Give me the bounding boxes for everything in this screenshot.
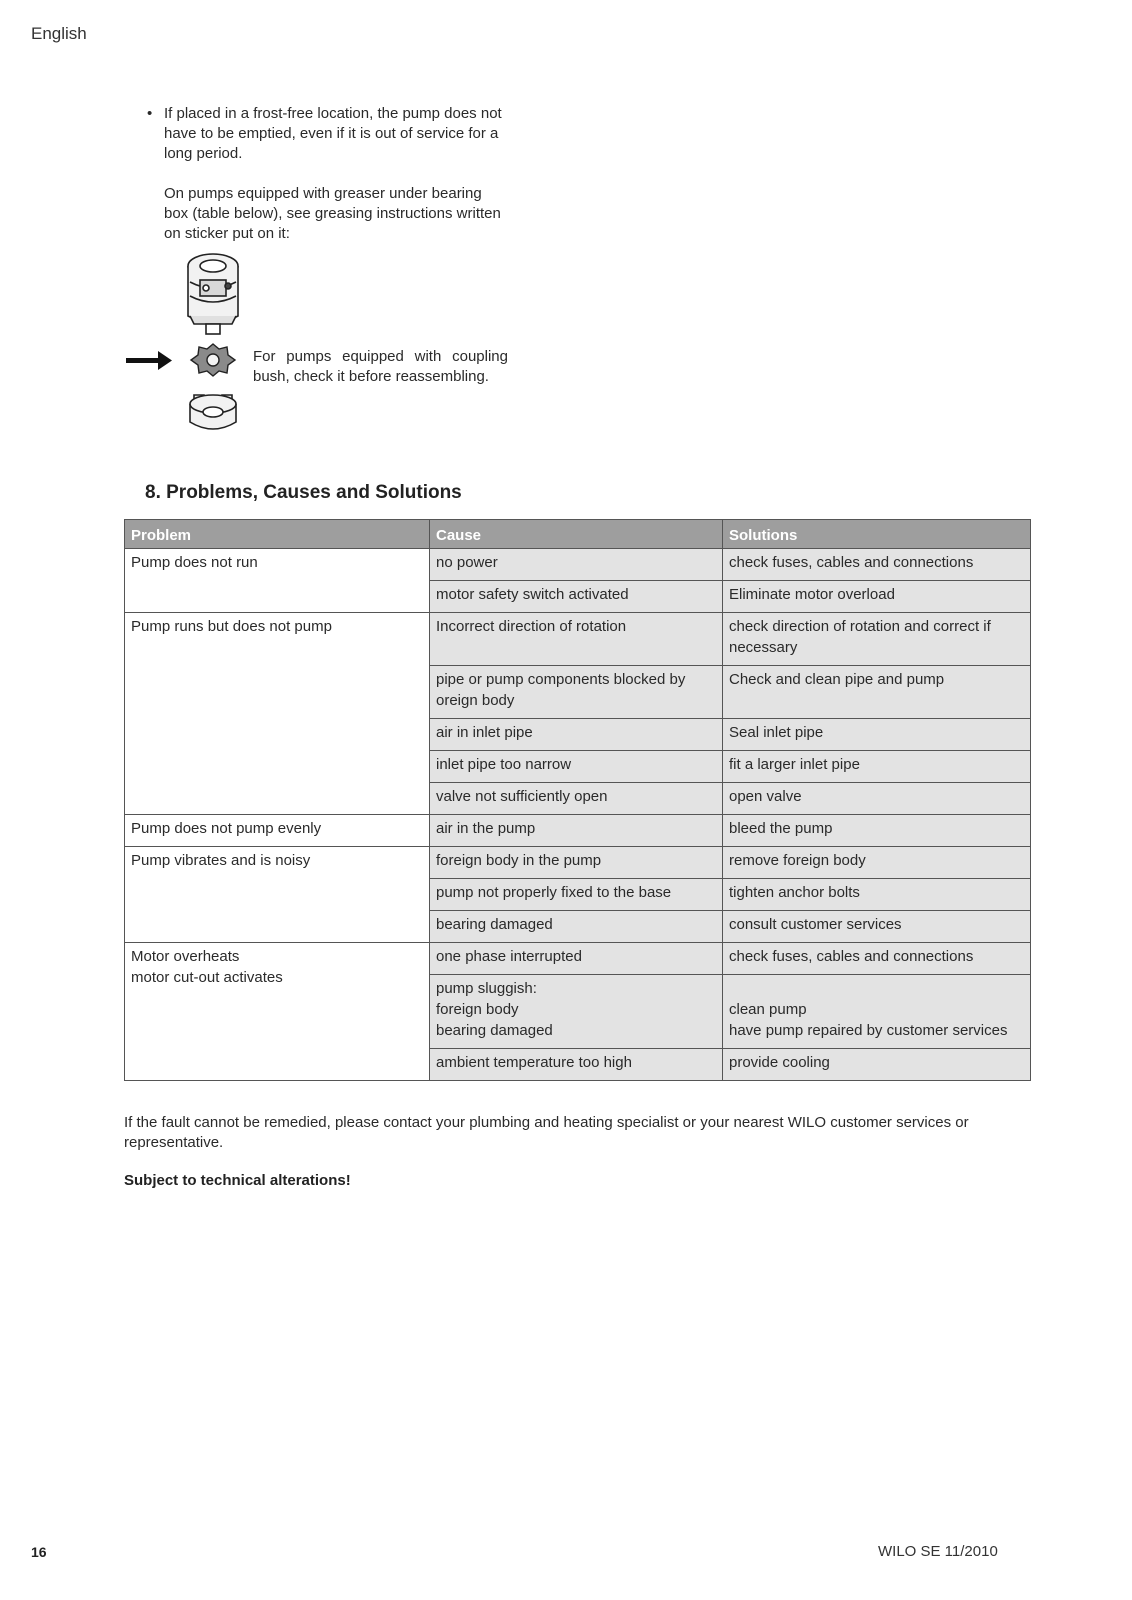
- coupling-half-top-icon: [188, 254, 238, 334]
- technical-alterations-note: Subject to technical alterations!: [124, 1172, 351, 1189]
- contact-note: If the fault cannot be remedied, please contact your plumbing and heating specialist or your nearest WILO customer services or representative.: [124, 1114, 969, 1151]
- problem-cell: Pump does not pump evenly: [125, 815, 430, 847]
- solution-cell: check fuses, cables and connections: [723, 549, 1031, 581]
- arrow-right-icon: [126, 351, 172, 370]
- coupling-bush-icon: [191, 344, 235, 376]
- solution-cell: Seal inlet pipe: [723, 719, 1031, 751]
- solution-cell: fit a larger inlet pipe: [723, 751, 1031, 783]
- cause-cell: air in the pump: [430, 815, 723, 847]
- solution-cell: open valve: [723, 783, 1031, 815]
- table-row: [125, 943, 1031, 975]
- cause-cell: pipe or pump components blocked by oreign body: [430, 666, 723, 719]
- solution-cell: consult customer services: [723, 911, 1031, 943]
- coupling-bush-caption: For pumps equipped with coupling bush, check it before reassembling.: [253, 348, 508, 385]
- solution-cell: check direction of rotation and correct if necessary: [723, 613, 1031, 666]
- footer-brand: WILO SE 11/2010: [878, 1543, 998, 1560]
- table-row: [125, 549, 1031, 581]
- cause-cell: pump sluggish: foreign body bearing damaged: [430, 975, 723, 1049]
- cause-cell: valve not sufficiently open: [430, 783, 723, 815]
- page-number: 16: [31, 1544, 47, 1560]
- table-row: [125, 847, 1031, 879]
- solution-cell: provide cooling: [723, 1049, 1031, 1081]
- cause-cell: pump not properly fixed to the base: [430, 879, 723, 911]
- problem-cell: Pump runs but does not pump: [125, 613, 430, 815]
- header-solutions: Solutions: [723, 520, 1031, 549]
- coupling-parts-illustration: [124, 252, 254, 447]
- table-row: [125, 815, 1031, 847]
- solution-cell: Eliminate motor overload: [723, 581, 1031, 613]
- table-header-row: [125, 520, 1031, 549]
- cause-cell: air in inlet pipe: [430, 719, 723, 751]
- cause-cell: one phase interrupted: [430, 943, 723, 975]
- cause-cell: bearing damaged: [430, 911, 723, 943]
- solution-cell: tighten anchor bolts: [723, 879, 1031, 911]
- coupling-figure: [124, 252, 544, 447]
- frost-free-text: If placed in a frost-free location, the pump does not have to be emptied, even if it is out of service for a long period.: [164, 105, 502, 162]
- solution-cell: Check and clean pipe and pump: [723, 666, 1031, 719]
- bullet-marker: •: [147, 105, 153, 122]
- cause-cell: foreign body in the pump: [430, 847, 723, 879]
- section-title: 8. Problems, Causes and Solutions: [145, 482, 462, 503]
- solution-cell: remove foreign body: [723, 847, 1031, 879]
- solution-cell: check fuses, cables and connections: [723, 943, 1031, 975]
- cause-cell: Incorrect direction of rotation: [430, 613, 723, 666]
- intro-block: [147, 104, 527, 244]
- problem-cell: Motor overheats motor cut-out activates: [125, 943, 430, 1081]
- coupling-half-bottom-icon: [190, 395, 236, 429]
- greaser-text: On pumps equipped with greaser under bearing box (table below), see greasing instructions written on sticker put on it:: [164, 185, 501, 242]
- solution-cell: clean pump have pump repaired by customer services: [723, 975, 1031, 1049]
- table-row: [125, 613, 1031, 666]
- cause-cell: inlet pipe too narrow: [430, 751, 723, 783]
- cause-cell: motor safety switch activated: [430, 581, 723, 613]
- language-label: English: [31, 24, 87, 43]
- header-cause: Cause: [430, 520, 723, 549]
- problems-table: [124, 519, 1031, 1081]
- cause-cell: no power: [430, 549, 723, 581]
- problem-cell: Pump vibrates and is noisy: [125, 847, 430, 943]
- table-body: [125, 549, 1031, 1081]
- cause-cell: ambient temperature too high: [430, 1049, 723, 1081]
- problem-cell: Pump does not run: [125, 549, 430, 613]
- bullet-item: [147, 104, 527, 164]
- header-problem: Problem: [125, 520, 430, 549]
- solution-cell: bleed the pump: [723, 815, 1031, 847]
